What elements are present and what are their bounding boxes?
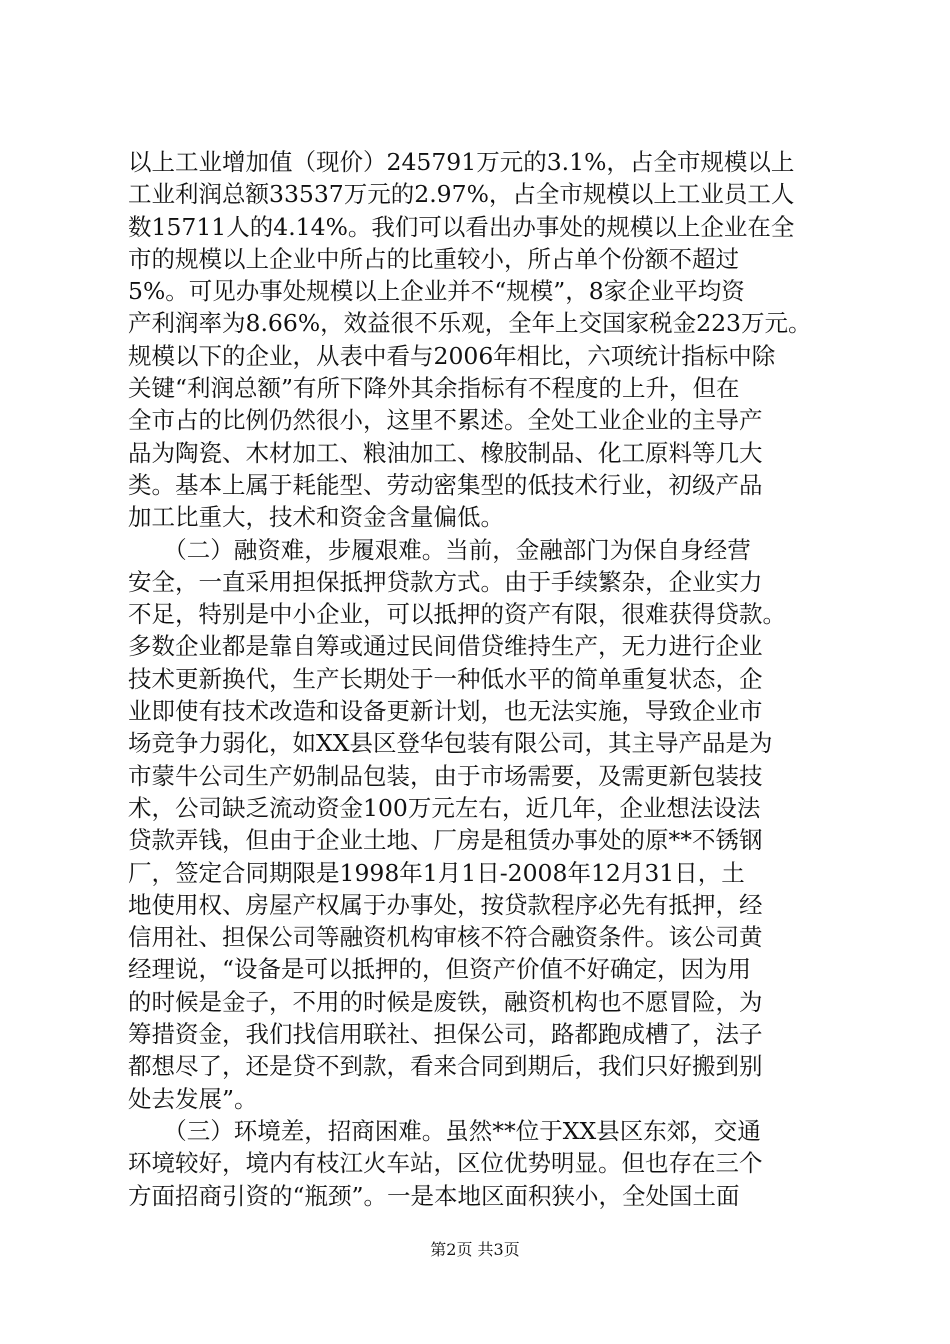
text-line: 数15711人的4.14%。我们可以看出办事处的规模以上企业在全 (128, 212, 795, 241)
text-line: 场竞争力弱化，如XX县区登华包装有限公司，其主导产品是为 (128, 729, 773, 758)
section-heading-line: （三）环境差，招商困难。虽然**位于XX县区东郊，交通 (128, 1116, 761, 1145)
text-line: 品为陶瓷、木材加工、粮油加工、橡胶制品、化工原料等几大 (128, 438, 763, 467)
text-line: 产利润率为8.66%，效益很不乐观，全年上交国家税金223万元。 (128, 309, 812, 338)
text-line: 市的规模以上企业中所占的比重较小，所占单个份额不超过 (128, 244, 739, 273)
text-line: 多数企业都是靠自筹或通过民间借贷维持生产，无力进行企业 (128, 632, 763, 661)
text-line: 技术更新换代，生产长期处于一种低水平的简单重复状态，企 (128, 664, 763, 693)
text-line: 都想尽了，还是贷不到款，看来合同到期后，我们只好搬到别 (128, 1052, 763, 1081)
text-line: 以上工业增加值（现价）245791万元的3.1%，占全市规模以上 (128, 148, 795, 176)
text-line: 术，公司缺乏流动资金100万元左右，近几年，企业想法设法 (128, 793, 761, 822)
text-line: 类。基本上属于耗能型、劳动密集型的低技术行业，初级产品 (128, 470, 763, 499)
text-line: 市蒙牛公司生产奶制品包装，由于市场需要，及需更新包装技 (128, 761, 763, 790)
text-line: 全市占的比例仍然很小，这里不累述。全处工业企业的主导产 (128, 406, 763, 435)
text-line: 关键“利润总额”有所下降外其余指标有不程度的上升，但在 (128, 374, 740, 403)
text-line: 的时候是金子，不用的时候是废铁，融资机构也不愿冒险，为 (128, 987, 763, 1016)
text-line: 业即使有技术改造和设备更新计划，也无法实施，导致企业市 (128, 697, 763, 726)
section-heading-line: （二）融资难，步履艰难。当前，金融部门为保自身经营 (128, 535, 751, 564)
text-line: 厂，签定合同期限是1998年1月1日-2008年12月31日，土 (128, 858, 745, 887)
text-line: 环境较好，境内有枝江火车站，区位优势明显。但也存在三个 (128, 1149, 763, 1178)
text-line: 安全，一直采用担保抵押贷款方式。由于手续繁杂，企业实力 (128, 567, 763, 596)
text-line: 地使用权、房屋产权属于办事处，按贷款程序必先有抵押，经 (128, 890, 763, 919)
text-line: 规模以下的企业，从表中看与2006年相比，六项统计指标中除 (128, 341, 776, 370)
text-line: 经理说，“设备是可以抵押的，但资产价值不好确定，因为用 (128, 955, 752, 984)
text-line: 加工比重大，技术和资金含量偏低。 (128, 503, 504, 532)
document-body (128, 146, 833, 1212)
text-line: 方面招商引资的“瓶颈”。一是本地区面积狭小，全处国土面 (128, 1181, 740, 1210)
text-line: 5%。可见办事处规模以上企业并不“规模”，8家企业平均资 (128, 277, 745, 306)
text-line: 筹措资金，我们找信用联社、担保公司，路都跑成槽了，法子 (128, 1020, 763, 1049)
text-line: 处去发展”。 (128, 1084, 258, 1113)
text-line: 不足，特别是中小企业，可以抵押的资产有限，很难获得贷款。 (128, 600, 786, 629)
text-line: 信用社、担保公司等融资机构审核不符合融资条件。该公司黄 (128, 923, 763, 952)
page-footer: 第2页 共3页 (430, 1240, 520, 1259)
text-line: 工业利润总额33537万元的2.97%，占全市规模以上工业员工人 (128, 180, 795, 209)
text-line: 贷款弄钱，但由于企业土地、厂房是租赁办事处的原**不锈钢 (128, 826, 763, 855)
